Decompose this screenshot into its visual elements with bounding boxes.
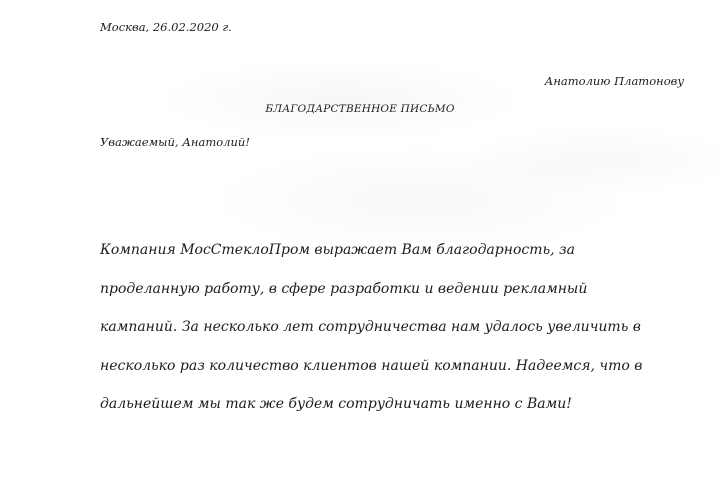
letter-body [100,240,700,433]
letter-body-line: проделанную работу, в сфере разработки и ведении рекламный [100,280,588,297]
letter-date: Москва, 26.02.2020 г. [100,20,232,34]
letter-body-line: Компания МосСтеклоПром выражает Вам благодарность, за [100,242,576,258]
letter-title: БЛАГОДАРСТВЕННОЕ ПИСЬМО [265,103,455,115]
letter-greeting: Уважаемый, Анатолий! [100,135,250,149]
letter-body-line: несколько раз количество клиентов нашей компании. Надеемся, что в [100,357,643,374]
letter-body-line: дальнейшем мы так же будем сотрудничать именно с Вами! [100,396,572,412]
letter-recipient: Анатолию Платонову [544,74,684,88]
letter-body-line: кампаний. За несколько лет сотрудничества нам удалось увеличить в [100,319,641,335]
